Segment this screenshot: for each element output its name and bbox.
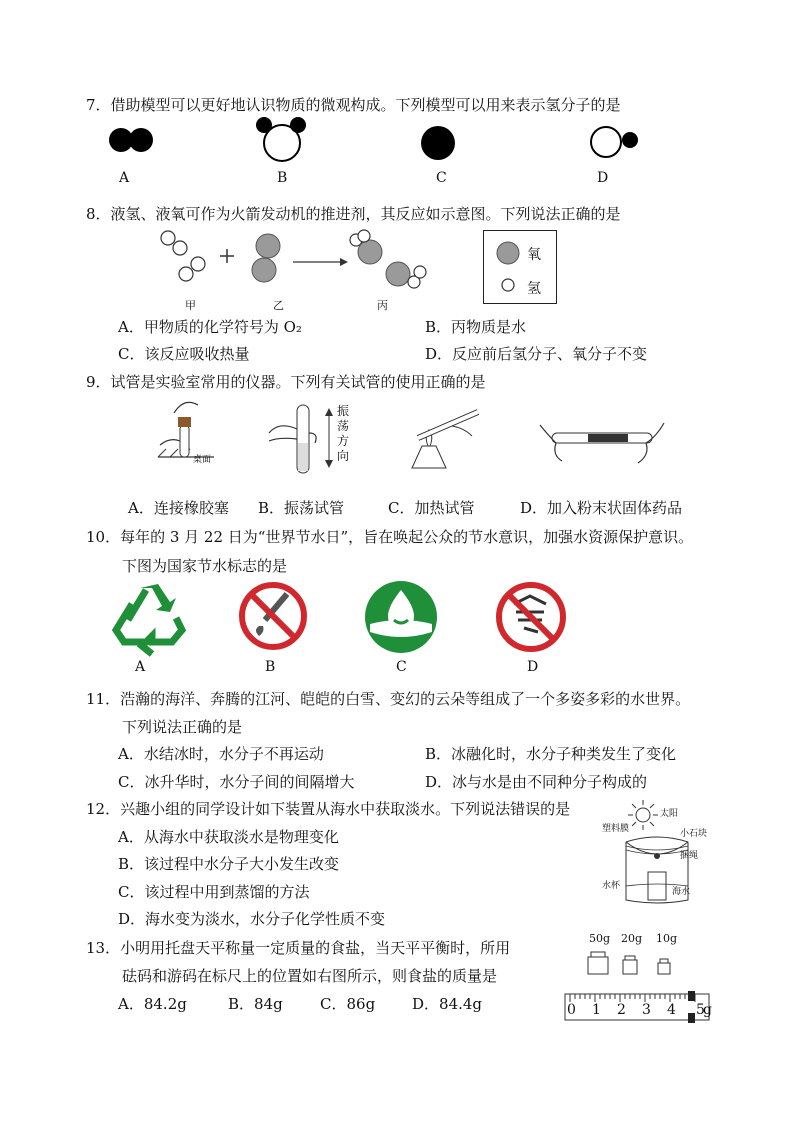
q8-option-b: B．丙物质是水 [425, 318, 527, 336]
ruler-tick-0: 0 [567, 1002, 576, 1018]
q8-option-c: C．该反应吸收热量 [118, 345, 250, 363]
q13-option-d: D．84.4g [412, 995, 483, 1013]
q12-label-stone: 小石块 [680, 829, 708, 839]
q9-shake-arrow [324, 408, 334, 468]
no-smoking-icon [237, 580, 309, 652]
q9-figure-c [392, 406, 492, 476]
q9-option-a: A．连接橡胶塞 [128, 499, 229, 517]
q8-label-jia: 甲 [185, 299, 196, 312]
q12-label-cup: 水杯 [602, 881, 621, 891]
q13-ruler-labels [564, 1002, 712, 1016]
q8-legend-hydrogen: 氢 [527, 281, 541, 297]
ruler-tick-5: 5 [696, 1002, 705, 1018]
q9-stem: 9．试管是实验室常用的仪器。下列有关试管的使用正确的是 [86, 373, 486, 391]
q10-stem-line2: 下图为国家节水标志的是 [122, 557, 288, 575]
q13-stem-line1: 13．小明用托盘天平称量一定质量的食盐，当天平平衡时，所用 [86, 939, 511, 957]
q10-stem-line1: 10．每年的 3 月 22 日为“世界节水日”，旨在唤起公众的节水意识，加强水资源保护意识。 [86, 528, 694, 546]
q11-option-c: C．冰升华时，水分子间的间隔增大 [118, 773, 355, 791]
q12-label-sun: 太阳 [660, 809, 679, 819]
recycle-icon [110, 584, 182, 644]
q8-legend-oxygen: 氧 [527, 247, 541, 263]
q12-label-film: 塑料膜 [602, 824, 630, 834]
q9-option-d: D．加入粉末状固体药品 [520, 499, 683, 517]
q7-label-a: A [119, 170, 130, 186]
q8-stem: 8．液氢、液氧可作为火箭发动机的推进剂，其反应如示意图。下列说法正确的是 [86, 205, 621, 223]
q11-option-d: D．冰与水是由不同种分子构成的 [425, 773, 648, 791]
q12-option-c: C．该过程中用到蒸馏的方法 [118, 883, 310, 901]
ruler-tick-3: 3 [642, 1002, 651, 1018]
q7-model-c [420, 124, 460, 164]
q8-option-d: D．反应前后氢分子、氧分子不变 [425, 345, 648, 363]
ruler-tick-1: 1 [592, 1002, 601, 1018]
q7-label-b: B [277, 170, 288, 186]
q10-label-d: D [527, 659, 539, 675]
ruler-tick-4: 4 [667, 1002, 676, 1018]
q12-label-rope: 捆绳 [680, 851, 699, 861]
ruler-tick-2: 2 [617, 1002, 626, 1018]
q13-weight-50g-label: 50g [589, 932, 611, 945]
q8-reaction-diagram [150, 228, 450, 298]
sun-icon [628, 800, 658, 830]
q7-stem: 7．借助模型可以更好地认识物质的微观构成。下列模型可以用来表示氢分子的是 [86, 96, 621, 114]
ruler-unit: g [703, 1002, 712, 1018]
q13-weights-figure [585, 948, 680, 976]
q9-figure-a [150, 397, 230, 472]
q13-option-c: C．86g [320, 995, 376, 1013]
no-logging-icon [494, 580, 568, 654]
q11-stem-line1: 11．浩瀚的海洋、奔腾的江河、皑皑的白雪、变幻的云朵等组成了一个多姿多彩的水世界。 [86, 690, 691, 708]
water-saving-icon [364, 580, 438, 654]
q10-label-c: C [396, 659, 407, 675]
q8-option-a: A．甲物质的化学符号为 O₂ [118, 318, 302, 336]
q7-label-c: C [436, 170, 447, 186]
q11-stem-line2: 下列说法正确的是 [122, 718, 243, 736]
q12-stem: 12．兴趣小组的同学设计如下装置从海水中获取淡水。下列说法错误的是 [86, 800, 571, 818]
q8-label-yi: 乙 [273, 299, 284, 312]
q12-option-b: B．该过程中水分子大小发生改变 [118, 855, 340, 873]
q9-figure-d [538, 415, 668, 470]
q10-label-a: A [135, 659, 146, 675]
q7-model-d [588, 124, 648, 164]
q13-weight-20g-label: 20g [621, 932, 643, 945]
q7-model-b [250, 115, 310, 165]
q9-option-c: C．加热试管 [388, 499, 475, 517]
q11-option-a: A．水结冰时，水分子不再运动 [118, 745, 324, 763]
q12-option-d: D．海水变为淡水，水分子化学性质不变 [118, 910, 386, 928]
q8-label-bing: 丙 [377, 299, 388, 312]
q12-option-a: A．从海水中获取淡水是物理变化 [118, 828, 339, 846]
q11-option-b: B．冰融化时，水分子种类发生了变化 [425, 745, 677, 763]
q8-legend-hydrogen-atom [501, 278, 517, 294]
q9-shake-label: 振荡方向 [337, 404, 350, 463]
q7-model-a [105, 126, 165, 156]
q9-desk-label: 桌面 [193, 455, 212, 465]
q7-label-d: D [597, 170, 609, 186]
q9-option-b: B．振荡试管 [258, 499, 345, 517]
q8-legend-oxygen-atom [497, 242, 521, 266]
q10-label-b: B [265, 659, 276, 675]
q12-label-sea: 海水 [672, 887, 691, 897]
q13-stem-line2: 砝码和游码在标尺上的位置如右图所示，则食盐的质量是 [122, 967, 498, 985]
q13-option-a: A．84.2g [118, 995, 187, 1013]
q13-weight-10g-label: 10g [656, 932, 678, 945]
q13-option-b: B．84g [228, 995, 283, 1013]
